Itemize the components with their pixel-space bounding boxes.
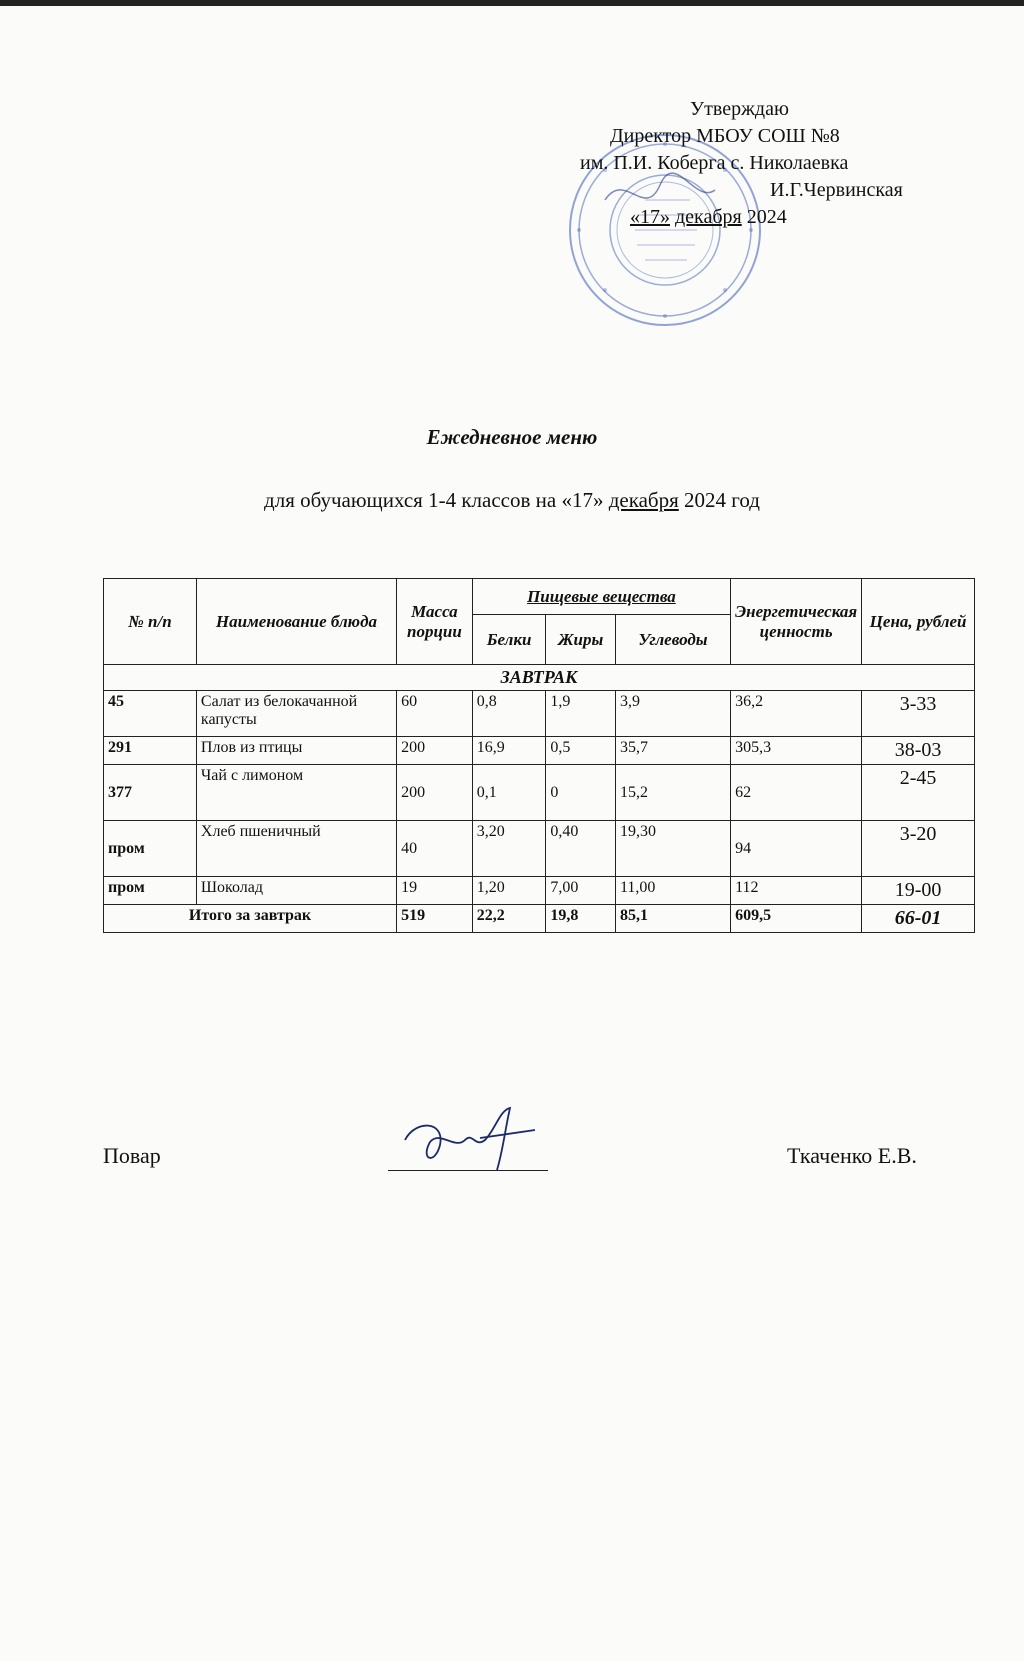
total-carbs: 85,1	[615, 905, 730, 933]
row-fat: 0,40	[546, 821, 616, 877]
approval-day: «17»	[630, 206, 670, 228]
row-mass: 200	[397, 765, 473, 821]
row-carbs: 35,7	[615, 737, 730, 765]
approval-date	[560, 204, 960, 231]
header-mass: Масса порции	[397, 579, 473, 665]
section-label: ЗАВТРАК	[104, 665, 975, 691]
row-energy: 112	[731, 877, 862, 905]
row-fat: 0	[546, 765, 616, 821]
row-carbs: 11,00	[615, 877, 730, 905]
header-fat: Жиры	[546, 615, 616, 665]
signature-line	[388, 1170, 548, 1171]
row-num: 377	[104, 765, 197, 821]
cook-name: Ткаченко Е.В.	[787, 1143, 917, 1168]
total-price: 66-01	[862, 905, 975, 933]
row-num: 45	[104, 691, 197, 737]
header-price: Цена, рублей	[862, 579, 975, 665]
header-protein: Белки	[472, 615, 546, 665]
subtitle-month: декабря	[608, 488, 679, 512]
cook-role: Повар	[103, 1143, 161, 1168]
page-title: Ежедневное меню	[426, 425, 598, 449]
row-protein: 3,20	[472, 821, 546, 877]
row-name: Салат из белокачанной капусты	[196, 691, 396, 737]
row-name: Шоколад	[196, 877, 396, 905]
table-row	[104, 691, 975, 737]
header-nutrients: Пищевые вещества	[472, 579, 730, 615]
scan-top-edge	[0, 0, 1024, 6]
row-fat: 1,9	[546, 691, 616, 737]
row-carbs: 3,9	[615, 691, 730, 737]
row-name: Хлеб пшеничный	[196, 821, 396, 877]
row-carbs: 19,30	[615, 821, 730, 877]
row-protein: 0,1	[472, 765, 546, 821]
row-energy: 62	[731, 765, 862, 821]
header-carbs: Углеводы	[615, 615, 730, 665]
table-row	[104, 821, 975, 877]
row-fat: 0,5	[546, 737, 616, 765]
approval-year: 2024	[746, 206, 787, 228]
approval-position: Директор МБОУ СОШ №8	[610, 125, 840, 147]
row-price: 19-00	[862, 877, 975, 905]
row-name: Чай с лимоном	[196, 765, 396, 821]
total-protein: 22,2	[472, 905, 546, 933]
total-mass: 519	[397, 905, 473, 933]
row-price: 3-20	[862, 821, 975, 877]
header-num: № п/п	[104, 579, 197, 665]
row-mass: 19	[397, 877, 473, 905]
table-header-row	[104, 579, 975, 615]
header-energy: Энергетическая ценность	[731, 579, 862, 665]
table-row	[104, 765, 975, 821]
subtitle-prefix: для обучающихся 1-4 классов на «17»	[264, 488, 604, 512]
row-price: 3-33	[862, 691, 975, 737]
approval-school: им. П.И. Коберга с. Николаевка	[580, 152, 849, 174]
menu-table	[103, 578, 975, 933]
row-name: Плов из птицы	[196, 737, 396, 765]
row-carbs: 15,2	[615, 765, 730, 821]
row-mass: 200	[397, 737, 473, 765]
signature-icon	[385, 1100, 565, 1180]
approval-signatory: И.Г.Червинская	[770, 179, 903, 201]
approval-month: декабря	[675, 206, 742, 228]
approval-block	[560, 96, 960, 231]
total-energy: 609,5	[731, 905, 862, 933]
row-mass: 60	[397, 691, 473, 737]
row-energy: 94	[731, 821, 862, 877]
row-mass: 40	[397, 821, 473, 877]
row-price: 38-03	[862, 737, 975, 765]
section-row	[104, 665, 975, 691]
total-fat: 19,8	[546, 905, 616, 933]
row-price: 2-45	[862, 765, 975, 821]
row-fat: 7,00	[546, 877, 616, 905]
row-num: пром	[104, 877, 197, 905]
row-protein: 0,8	[472, 691, 546, 737]
row-energy: 36,2	[731, 691, 862, 737]
row-num: 291	[104, 737, 197, 765]
page-subtitle	[0, 488, 1024, 513]
total-row	[104, 905, 975, 933]
row-protein: 1,20	[472, 877, 546, 905]
approval-title: Утверждаю	[690, 98, 789, 120]
subtitle-suffix: 2024 год	[684, 488, 760, 512]
header-name: Наименование блюда	[196, 579, 396, 665]
table-row	[104, 737, 975, 765]
row-energy: 305,3	[731, 737, 862, 765]
table-row	[104, 877, 975, 905]
row-num: пром	[104, 821, 197, 877]
row-protein: 16,9	[472, 737, 546, 765]
total-label: Итого за завтрак	[104, 905, 397, 933]
